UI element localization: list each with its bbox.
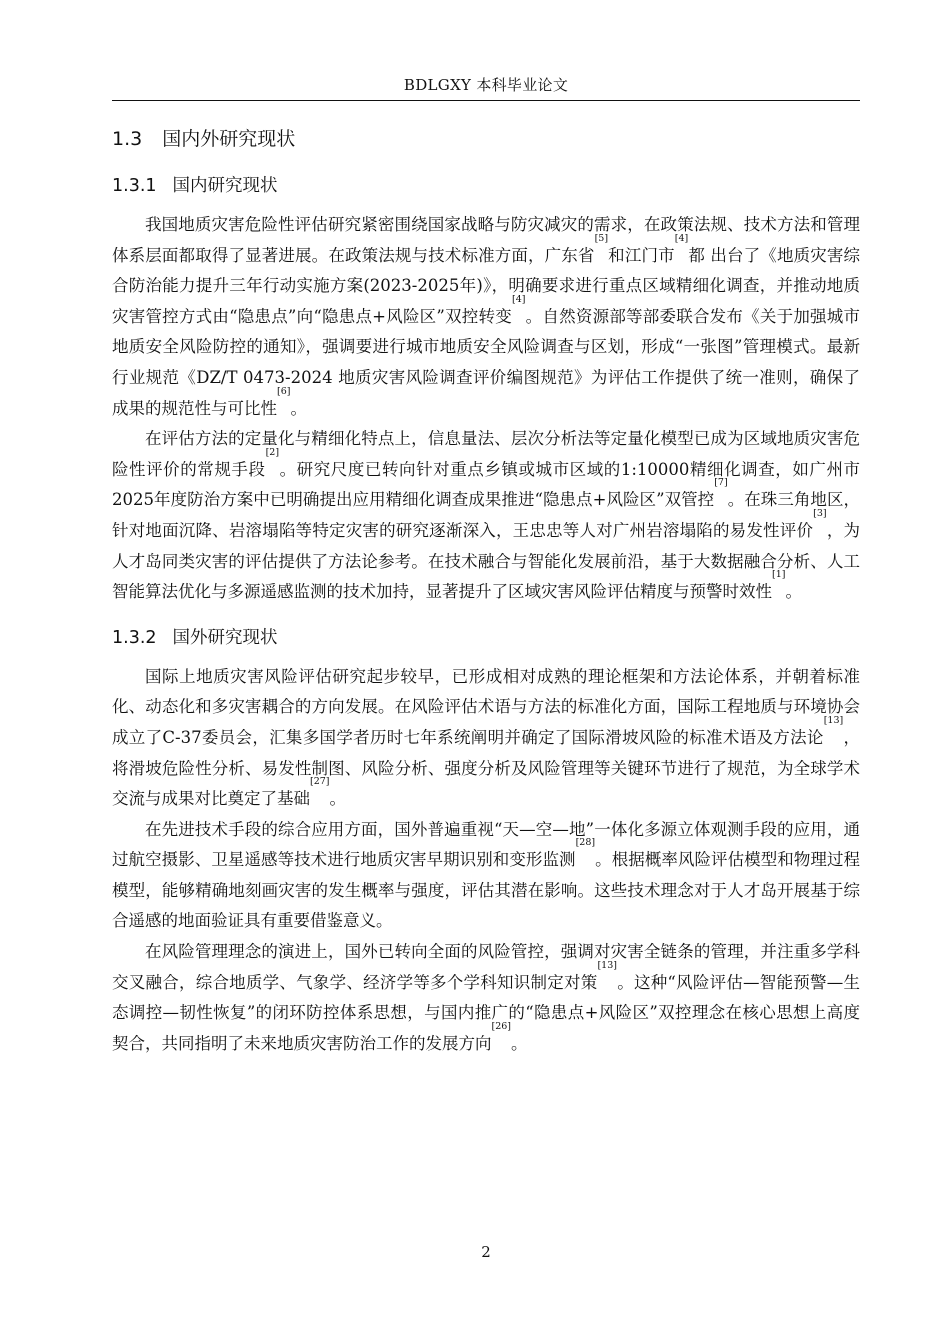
paragraph-text: 。自然资源部等部委联合发布《关于加强城市地质安全风险防控的通知》，强调要进行城市地质安全风险调查与区划，形成“一张图”管理模式。最新行业规范《DZ/T 0473-2024 地质灾害风险调查评价编图规范》为评估工作提供了统一准则，确保了成果的规范性与可比性 bbox=[112, 306, 860, 418]
subsection-heading-international bbox=[112, 620, 860, 656]
paragraph-text: 。研究尺度已转向针对重点乡镇或城市区域的1:10000精细化调查，如广州市2025年度防治方案中已明确提出应用精细化调查成果推进“隐患点+风险区”双管控 bbox=[112, 459, 861, 510]
paragraph-text: ，将滑坡危险性分析、易发性制图、风险分析、强度分析及风险管理等关键环节进行了规范，为全球学术交流与成果对比奠定了基础 bbox=[112, 727, 861, 809]
citation-ref: [13] bbox=[823, 714, 844, 726]
section-heading bbox=[112, 120, 860, 158]
paragraph-5 bbox=[112, 937, 860, 1059]
paragraph-text: 。 bbox=[785, 582, 802, 602]
paragraph-4 bbox=[112, 815, 860, 937]
subsection-title: 国外研究现状 bbox=[172, 627, 278, 648]
citation-ref: [13] bbox=[597, 959, 617, 971]
paragraph-text: 国际上地质灾害风险评估研究起步较早，已形成相对成熟的理论框架和方法论体系，并朝着标准化、动态化和多灾害耦合的方向发展。在风险评估术语与方法的标准化方面，国际工程地质与环境协会成立了C-37委员会，汇集多国学者历时七年系统阐明并确定了国际滑坡风险的标准术语及方法论 bbox=[112, 666, 860, 747]
paragraph-1 bbox=[112, 210, 860, 424]
section-number: 1.3 bbox=[112, 128, 143, 150]
citation-ref: [26] bbox=[491, 1020, 512, 1032]
header-rule bbox=[112, 100, 860, 101]
paragraph-text: ，为人才岛同类灾害的评估提供了方法论参考。在技术融合与智能化发展前沿，基于大数据融合分析、人工智能算法优化与多源遥感监测的技术加持，显著提升了区域灾害风险评估精度与预警时效性 bbox=[112, 520, 861, 602]
paragraph-text: 。这种“风险评估—智能预警—生态调控—韧性恢复”的闭环防控体系思想，与国内推广的“隐患点+风险区”双控理念在核心思想上高度契合，共同指明了未来地质灾害防治工作的发展方向 bbox=[112, 972, 860, 1053]
citation-ref: [6] bbox=[277, 385, 291, 397]
citation-ref: [7] bbox=[714, 477, 728, 489]
paragraph-text: 。在珠三角地区，针对地面沉降、岩溶塌陷等特定灾害的研究逐渐深入，王忠忠等人对广州岩溶塌陷的易发性评价 bbox=[112, 490, 861, 540]
citation-ref: [1] bbox=[772, 569, 786, 581]
paragraph-text: 和江门市 bbox=[608, 245, 675, 265]
citation-ref: [5] bbox=[594, 232, 609, 244]
paragraph-text: 。根据概率风险评估模型和物理过程模型，能够精确地刻画灾害的发生概率与强度，评估其潜在影响。这些技术理念对于人才岛开展基于综合遥感的地面验证具有重要借鉴意义。 bbox=[112, 850, 861, 931]
section-title: 国内外研究现状 bbox=[162, 128, 296, 150]
citation-ref: [4] bbox=[511, 293, 526, 305]
page-body bbox=[112, 112, 860, 1059]
page-number: 2 bbox=[481, 1243, 491, 1261]
subsection-number: 1.3.2 bbox=[112, 627, 157, 648]
paragraph-text: 。 bbox=[329, 789, 347, 809]
paragraph-text: 。 bbox=[511, 1033, 528, 1053]
subsection-title: 国内研究现状 bbox=[172, 176, 278, 196]
subsection-heading-domestic bbox=[112, 168, 860, 204]
paragraph-text: 都 出台了《地质灾害综合防治能力提升三年行动实施方案(2023-2025年)》，明确要求进行重点区域精细化调查，并推动地质灾害管控方式由“隐患点”向“隐患点+风险区”双控转变 bbox=[112, 245, 861, 326]
paragraph-text: 在风险管理理念的演进上，国外已转向全面的风险管控，强调对灾害全链条的管理，并注重多学科交叉融合，综合地质学、气象学、经济学等多个学科知识制定对策 bbox=[112, 942, 860, 992]
citation-ref: [27] bbox=[310, 776, 330, 788]
paragraph-2 bbox=[112, 424, 860, 608]
citation-ref: [28] bbox=[575, 837, 596, 849]
citation-ref: [3] bbox=[813, 507, 827, 519]
running-header: BDLGXY 本科毕业论文 bbox=[403, 76, 569, 94]
citation-ref: [2] bbox=[265, 446, 280, 458]
paragraph-text: 在评估方法的定量化与精细化特点上，信息量法、层次分析法等定量化模型已成为区域地质灾害危险性评价的常规手段 bbox=[112, 429, 860, 479]
subsection-number: 1.3.1 bbox=[112, 176, 157, 196]
paragraph-text: 我国地质灾害危险性评估研究紧密围绕国家战略与防灾减灾的需求，在政策法规、技术方法和管理体系层面都取得了显著进展。在政策法规与技术标准方面，广东省 bbox=[112, 215, 860, 265]
paragraph-text: 。 bbox=[290, 398, 307, 418]
paragraph-3 bbox=[112, 662, 860, 815]
paragraph-text: 在先进技术手段的综合应用方面，国外普遍重视“天—空—地”一体化多源立体观测手段的应用，通过航空摄影、卫星遥感等技术进行地质灾害早期识别和变形监测 bbox=[112, 819, 860, 870]
citation-ref: [4] bbox=[674, 232, 689, 244]
